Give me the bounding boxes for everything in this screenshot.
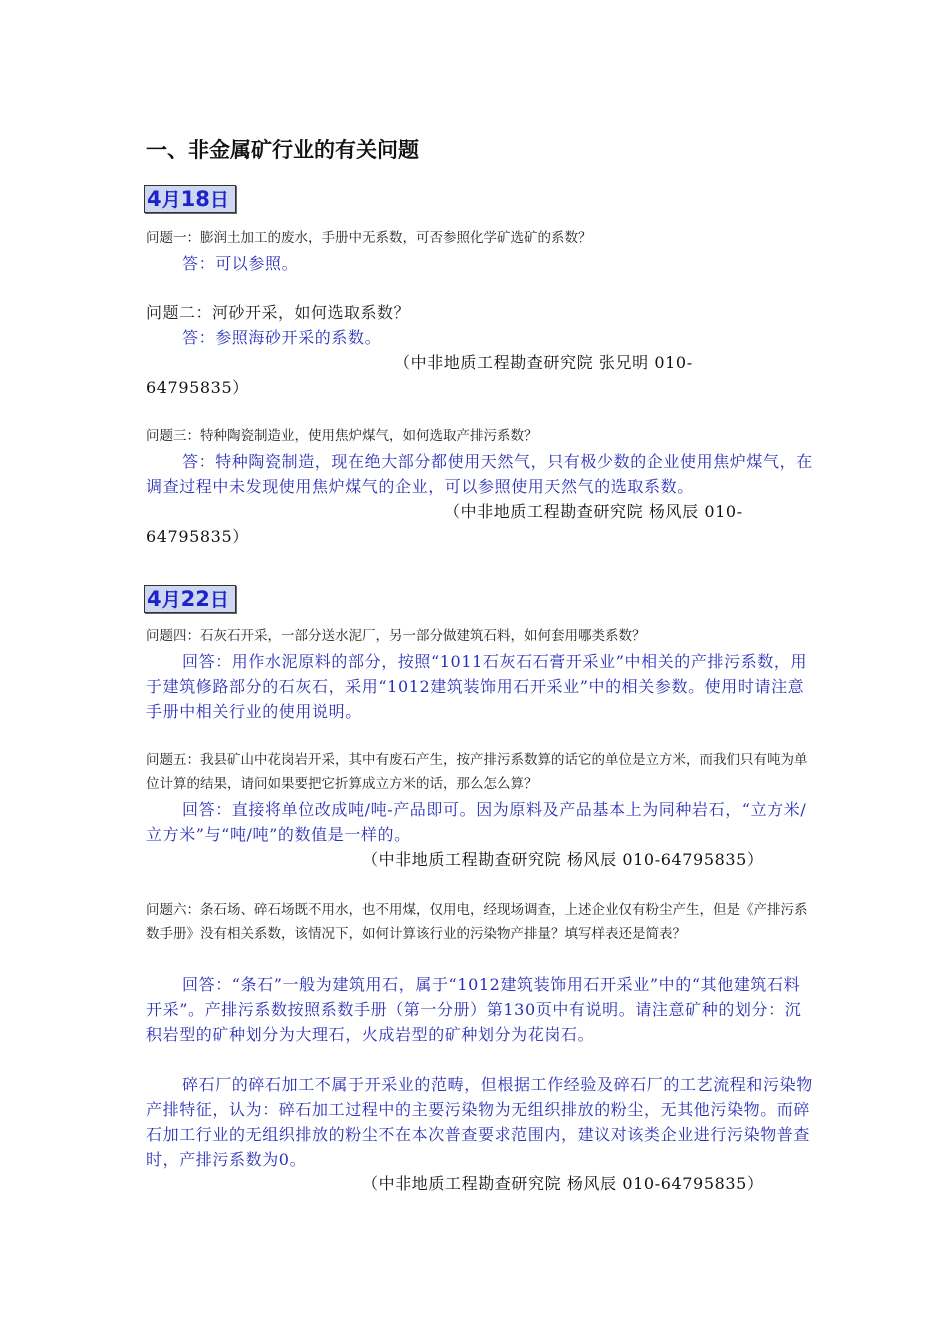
question-1: 问题一：膨润土加工的废水，手册中无系数，可否参照化学矿选矿的系数？ (146, 230, 592, 246)
date-day-number: 18 (180, 187, 210, 211)
date-month-number: 4 (147, 187, 162, 211)
source-2-line-2: 64795835） (146, 378, 249, 397)
date-month-number: 4 (147, 587, 162, 611)
section-heading: 一、非金属矿行业的有关问题 (146, 137, 419, 162)
question-2: 问题二：河砂开采，如何选取系数？ (146, 303, 411, 322)
answer-4: 回答：用作水泥原料的部分，按照“1011石灰石石膏开采业”中相关的产排污系数，用于建筑修路部分的石灰石，采用“1012建筑装饰用石开采业”中的相关参数。使用时请注意手册中相关行业的使用说明。 (146, 652, 808, 721)
question-5: 问题五：我县矿山中花岗岩开采，其中有废石产生，按产排污系数算的话它的单位是立方米，而我们只有吨为单位计算的结果，请问如果要把它折算成立方米的话，那么怎么算？ (146, 752, 808, 792)
source-6: （中非地质工程勘查研究院 杨风辰 010-64795835） (362, 1174, 764, 1193)
date-label-april-18 (144, 185, 236, 213)
answer-2: 答：参照海砂开采的系数。 (182, 328, 382, 347)
source-3-line-2: 64795835） (146, 527, 249, 546)
source-5: （中非地质工程勘查研究院 杨风辰 010-64795835） (362, 850, 764, 869)
source-3-line-1: （中非地质工程勘查研究院 杨风辰 010- (444, 502, 743, 521)
date-month-unit: 月 (161, 589, 181, 611)
date-day-unit: 日 (209, 589, 229, 611)
question-6: 问题六：条石场、碎石场既不用水，也不用煤，仅用电，经现场调查，上述企业仅有粉尘产生，但是《产排污系数手册》没有相关系数，该情况下，如何计算该行业的污染物产排量？填写样表还是简表？ (146, 902, 808, 942)
answer-6-paragraph-2: 碎石厂的碎石加工不属于开采业的范畴，但根据工作经验及碎石厂的工艺流程和污染物产排特征，认为：碎石加工过程中的主要污染物为无组织排放的粉尘，无其他污染物。而碎石加工行业的无组织排放的粉尘不在本次普查要求范围内，建议对该类企业进行污染物普查时，产排污系数为0。 (146, 1075, 813, 1169)
date-label-april-22 (144, 585, 236, 613)
date-day-unit: 日 (209, 189, 229, 211)
answer-3: 答：特种陶瓷制造，现在绝大部分都使用天然气，只有极少数的企业使用焦炉煤气，在调查过程中未发现使用焦炉煤气的企业，可以参照使用天然气的选取系数。 (146, 452, 813, 496)
answer-5: 回答：直接将单位改成吨/吨-产品即可。因为原料及产品基本上为同种岩石，“立方米/立方米”与“吨/吨”的数值是一样的。 (146, 800, 807, 844)
question-3: 问题三：特种陶瓷制造业，使用焦炉煤气，如何选取产排污系数？ (146, 428, 538, 444)
answer-1: 答：可以参照。 (182, 254, 299, 273)
date-month-unit: 月 (161, 189, 181, 211)
answer-6-paragraph-1: 回答：“条石”一般为建筑用石，属于“1012建筑装饰用石开采业”中的“其他建筑石料开采”。产排污系数按照系数手册（第一分册）第130页中有说明。请注意矿种的划分：沉积岩型的矿种划分为大理石，火成岩型的矿种划分为花岗石。 (146, 975, 802, 1044)
date-day-number: 22 (180, 587, 210, 611)
question-4: 问题四：石灰石开采，一部分送水泥厂，另一部分做建筑石料，如何套用哪类系数？ (146, 628, 646, 644)
source-2-line-1: （中非地质工程勘查研究院 张兄明 010- (394, 353, 693, 372)
